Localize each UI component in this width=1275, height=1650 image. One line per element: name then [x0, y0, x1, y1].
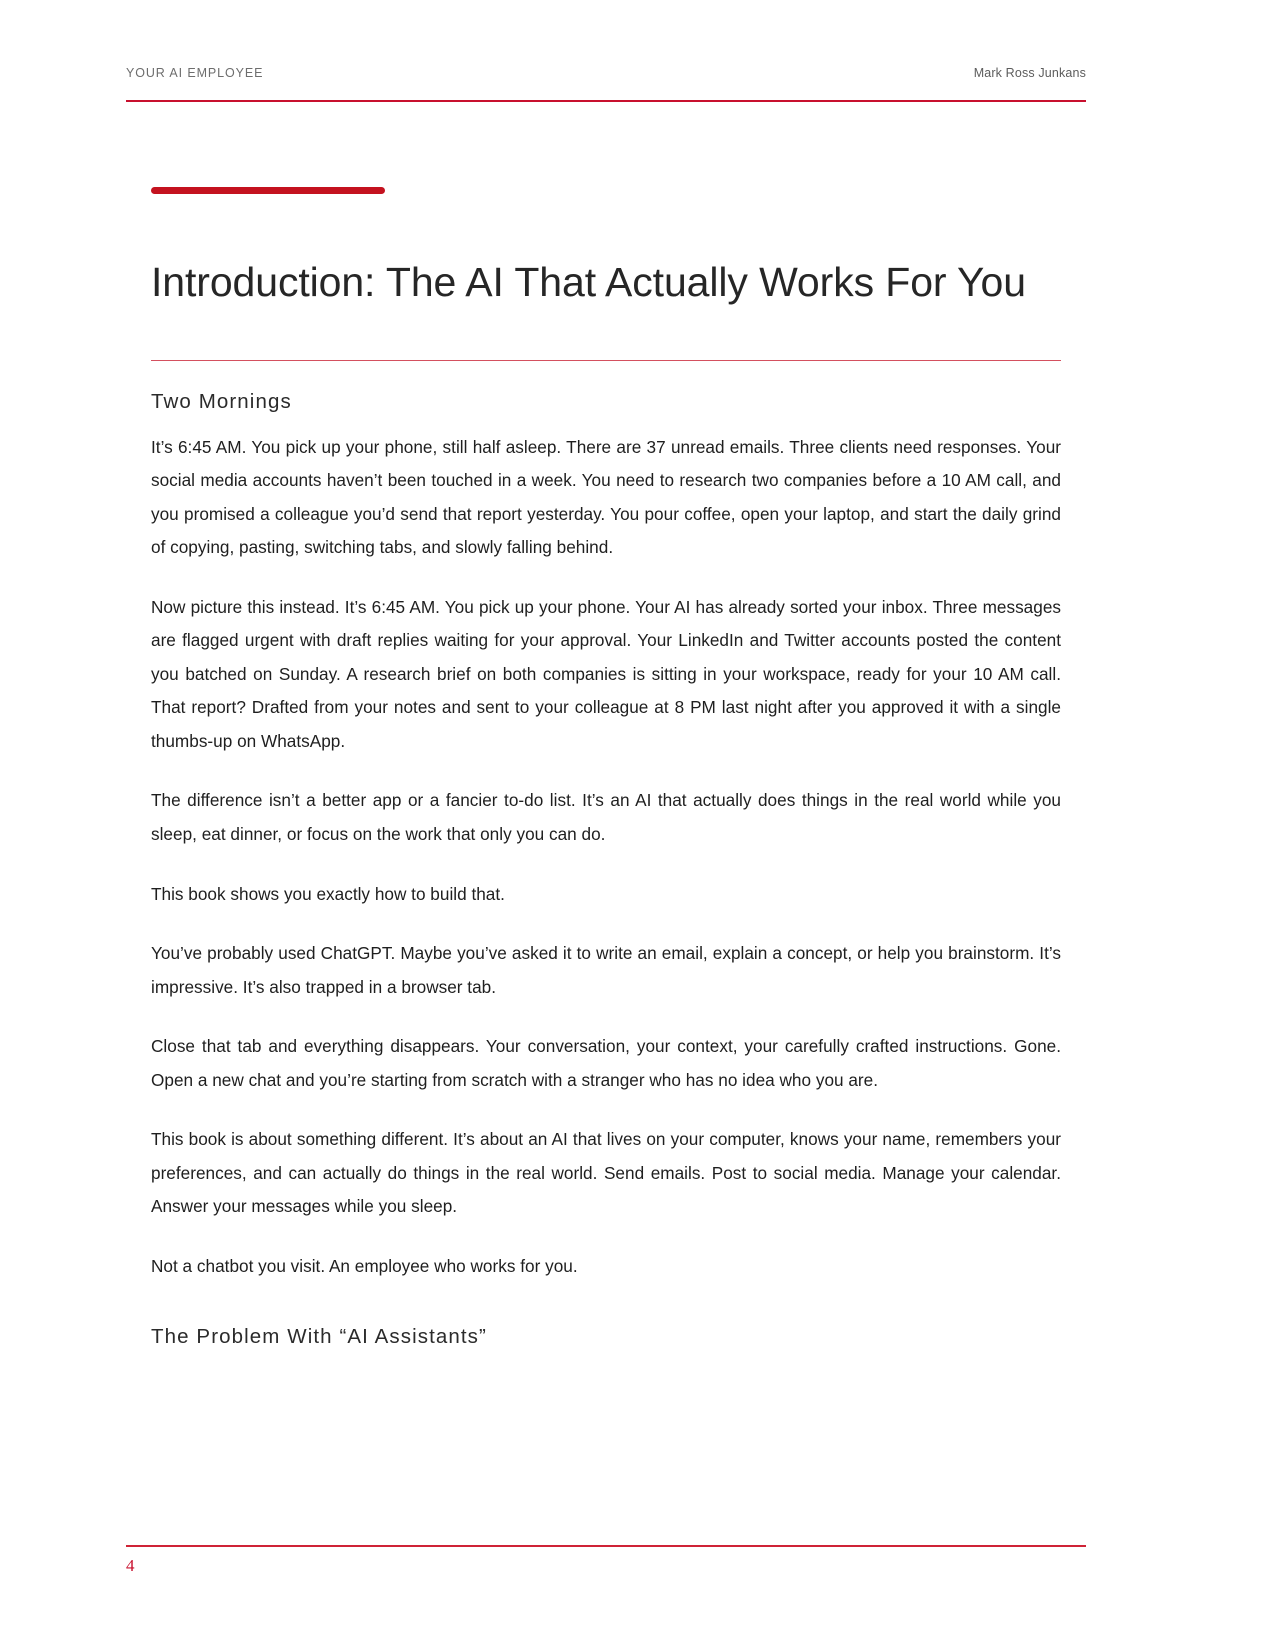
article-body	[151, 388, 1061, 1352]
paragraph: You’ve probably used ChatGPT. Maybe you’ve asked it to write an email, explain a concept, or help you brainstorm. It’s impressive. It’s also trapped in a browser tab.	[151, 943, 1061, 997]
header-divider-rule	[126, 100, 1086, 102]
page-title: Introduction: The AI That Actually Works For You	[151, 259, 1026, 306]
paragraph: This book is about something different. It’s about an AI that lives on your computer, knows your name, remembers your preferences, and can actually do things in the real world. Send emails. Post to social media. Manage your calendar. Answer your messages while you sleep.	[151, 1129, 1061, 1217]
paragraph: Close that tab and everything disappears. Your conversation, your context, your carefully crafted instructions. Gone. Open a new chat and you’re starting from scratch with a stranger who has no idea who you are.	[151, 1036, 1061, 1090]
title-accent-bar	[151, 187, 385, 194]
paragraph: The difference isn’t a better app or a fancier to-do list. It’s an AI that actually does things in the real world while you sleep, eat dinner, or focus on the work that only you can do.	[151, 790, 1061, 844]
paragraph: This book shows you exactly how to build that.	[151, 883, 505, 904]
footer-divider-rule	[126, 1545, 1086, 1547]
header-author-name: Mark Ross Junkans	[973, 66, 1086, 80]
title-divider-rule	[151, 360, 1061, 361]
running-header	[126, 66, 1086, 80]
paragraph: Now picture this instead. It’s 6:45 AM. You pick up your phone. Your AI has already sorted your inbox. Three messages are flagged urgent with draft replies waiting for your approval. Your LinkedIn and Twitter accounts posted the content you batched on Sunday. A research brief on both companies is sitting in your workspace, ready for your 10 AM call. That report? Drafted from your notes and sent to your colleague at 8 PM last night after you approved it with a single thumbs-up on WhatsApp.	[151, 596, 1061, 751]
paragraph: It’s 6:45 AM. You pick up your phone, still half asleep. There are 37 unread emails. Three clients need responses. Your social media accounts haven’t been touched in a week. You need to research two companies before a 10 AM call, and you promised a colleague you’d send that report yesterday. You pour coffee, open your laptop, and start the daily grind of copying, pasting, switching tabs, and slowly falling behind.	[151, 436, 1061, 558]
section-heading-the-problem-with-ai-assistants: The Problem With “AI Assistants”	[151, 1325, 487, 1349]
header-book-title: YOUR AI EMPLOYEE	[126, 66, 264, 80]
paragraph: Not a chatbot you visit. An employee who works for you.	[151, 1255, 578, 1276]
section-heading-two-mornings: Two Mornings	[151, 390, 292, 413]
page-number: 4	[126, 1556, 135, 1575]
